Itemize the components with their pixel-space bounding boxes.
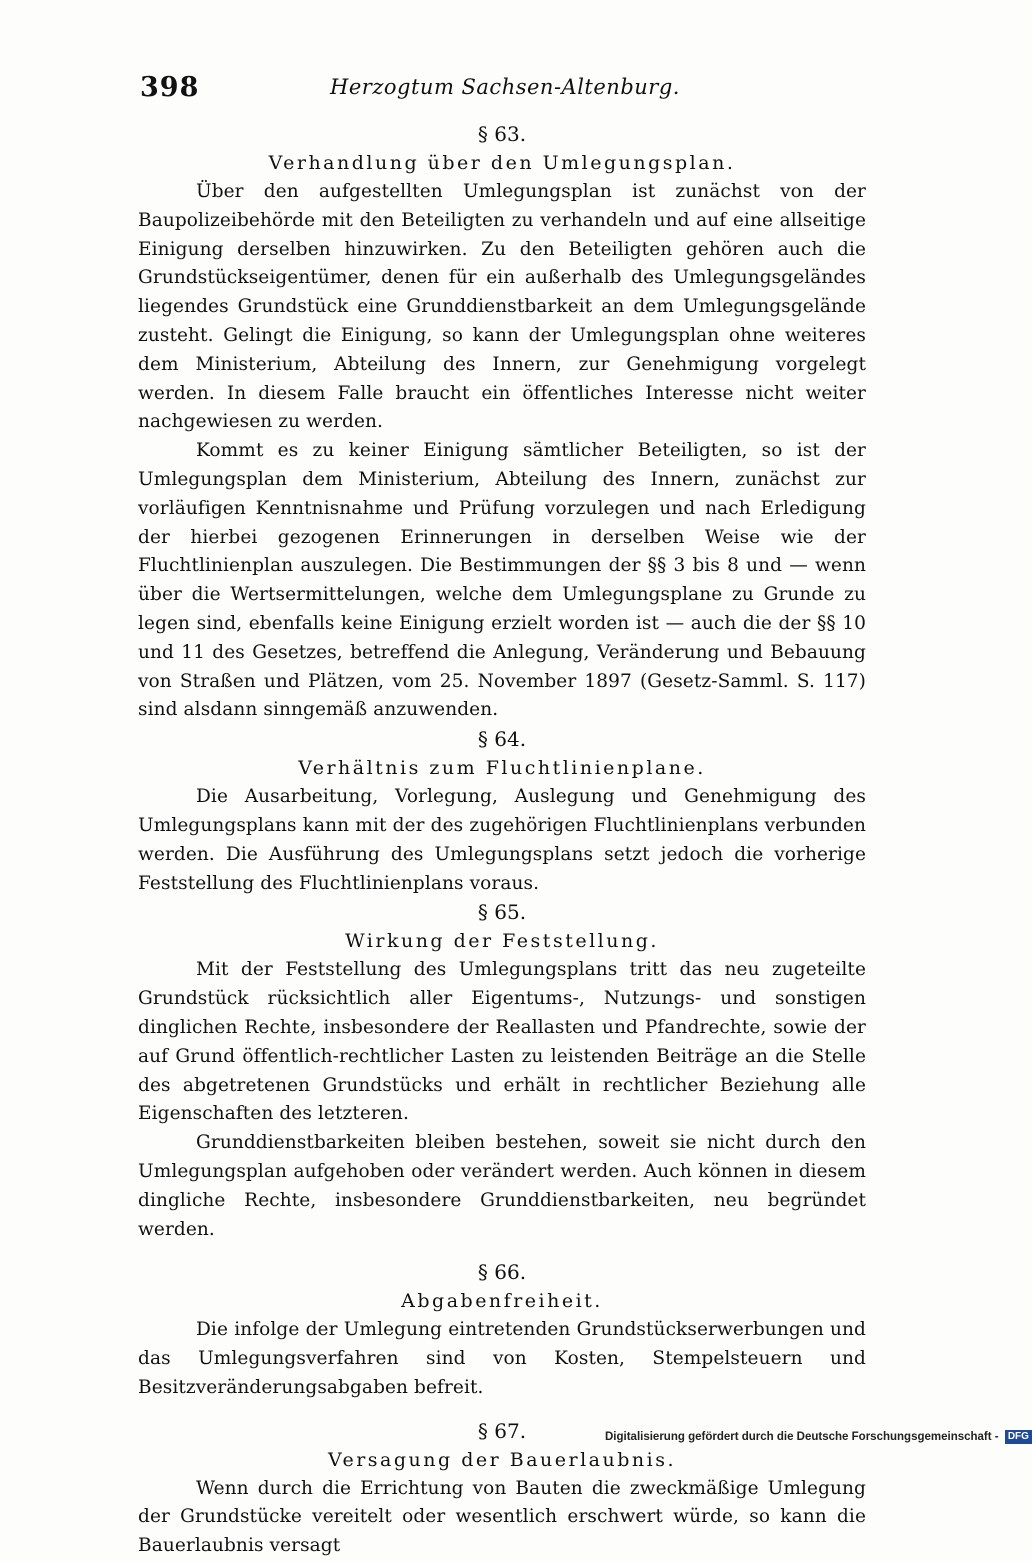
section-number: § 63. [477,122,527,146]
section-title: Verhandlung über den Umlegungsplan. [268,152,736,174]
paragraph: Über den aufgestellten Umlegungsplan ist zunächst von der Baupolizeibehörde mit den Beteiligten zu verhandeln und auf eine allseitige Einigung derselben hinzuwirken. Zu den Beteiligten gehören auch die Grundstückseigentümer, denen für ein außerhalb des Umlegungsgeländes liegendes Grundstück eine Grunddienstbarkeit an dem Umlegungsgelände zusteht. Gelingt die Einigung, so kann der Umlegungsplan ohne weiteres dem Ministerium, Abteilung des Innern, zur Genehmigung vorgelegt werden. In diesem Falle braucht ein öffentliches Interesse nicht weiter nachgewiesen zu werden. [138,181,866,433]
section-63 [138,120,866,725]
paragraph: Grunddienstbarkeiten bleiben bestehen, soweit sie nicht durch den Umlegungsplan aufgehoben oder verändert werden. Auch können in diesem dingliche Rechte, insbesondere Grunddienstbarkeiten, neu begründet werden. [138,1132,866,1240]
section-64 [138,725,866,898]
page-number: 398 [140,72,200,103]
paragraph: Mit der Feststellung des Umlegungsplans tritt das neu zugeteilte Grundstück rücksichtlich aller Eigentums-, Nutzungs- und sonstigen dinglichen Rechte, insbesondere der Reallasten und Pfandrechte, sowie der auf Grund öffentlich-rechtlicher Lasten zu leistenden Beiträge an die Stelle des abgetretenen Grundstücks und erhält in rechtlicher Beziehung alle Eigenschaften des letzteren. [138,959,866,1125]
paragraph: Wenn durch die Errichtung von Bauten die zweckmäßige Umlegung der Grundstücke vereitelt oder wesentlich erschwert würde, so kann die Bauerlaubnis versagt [138,1477,866,1557]
running-head: Herzogtum Sachsen-Altenburg. [330,75,680,99]
section-gap [138,1403,866,1417]
footer-text: Digitalisierung gefördert durch die Deutsche Forschungsgemeinschaft - [605,1431,999,1444]
section-66 [138,1258,866,1402]
section-title: Versagung der Bauerlaubnis. [327,1448,676,1471]
page-body [138,120,866,1561]
paragraph: Die infolge der Umlegung eintretenden Grundstückserwerbungen und das Umlegungsverfahren sind von Kosten, Stempelsteuern und Besitzveränderungsabgaben befreit. [138,1319,866,1398]
section-title: Abgabenfreiheit. [401,1290,603,1313]
dfg-logo-icon: DFG [1005,1430,1032,1444]
section-gap [138,1244,866,1258]
page-header [140,72,870,104]
section-number: § 67. [477,1418,527,1443]
section-title: Wirkung der Feststellung. [345,930,659,953]
section-number: § 66. [477,1260,527,1285]
section-65 [138,898,866,1244]
paragraph: Die Ausarbeitung, Vorlegung, Auslegung und Genehmigung des Umlegungsplans kann mit der des zugehörigen Fluchtlinienplans verbunden werden. Die Ausführung des Umlegungsplans setzt jedoch die vorherige Feststellung des Fluchtlinienplans voraus. [138,786,866,894]
section-number: § 65. [477,900,527,925]
paragraph: Kommt es zu keiner Einigung sämtlicher Beteiligten, so ist der Umlegungsplan dem Ministerium, Abteilung des Innern, zunächst zur vorläufigen Kenntnisnahme und Prüfung vorzulegen und nach Erledigung der hierbei gezogenen Erinnerungen in derselben Weise wie der Fluchtlinienplan auszulegen. Die Bestimmungen der §§ 3 bis 8 und — wenn über die Wertsermittelungen, welche dem Umlegungsplane zu Grunde zu legen sind, ebenfalls keine Einigung erzielt worden ist — auch die der §§ 10 und 11 des Gesetzes, betreffend die Anlegung, Veränderung und Bebauung von Straßen und Plätzen, vom 25. November 1897 (Gesetz-Samml. S. 117) sind alsdann sinngemäß anzuwenden. [138,440,866,721]
section-number: § 64. [477,727,527,752]
section-title: Verhältnis zum Fluchtlinienplane. [298,757,706,780]
digitization-footer [605,1430,1032,1448]
